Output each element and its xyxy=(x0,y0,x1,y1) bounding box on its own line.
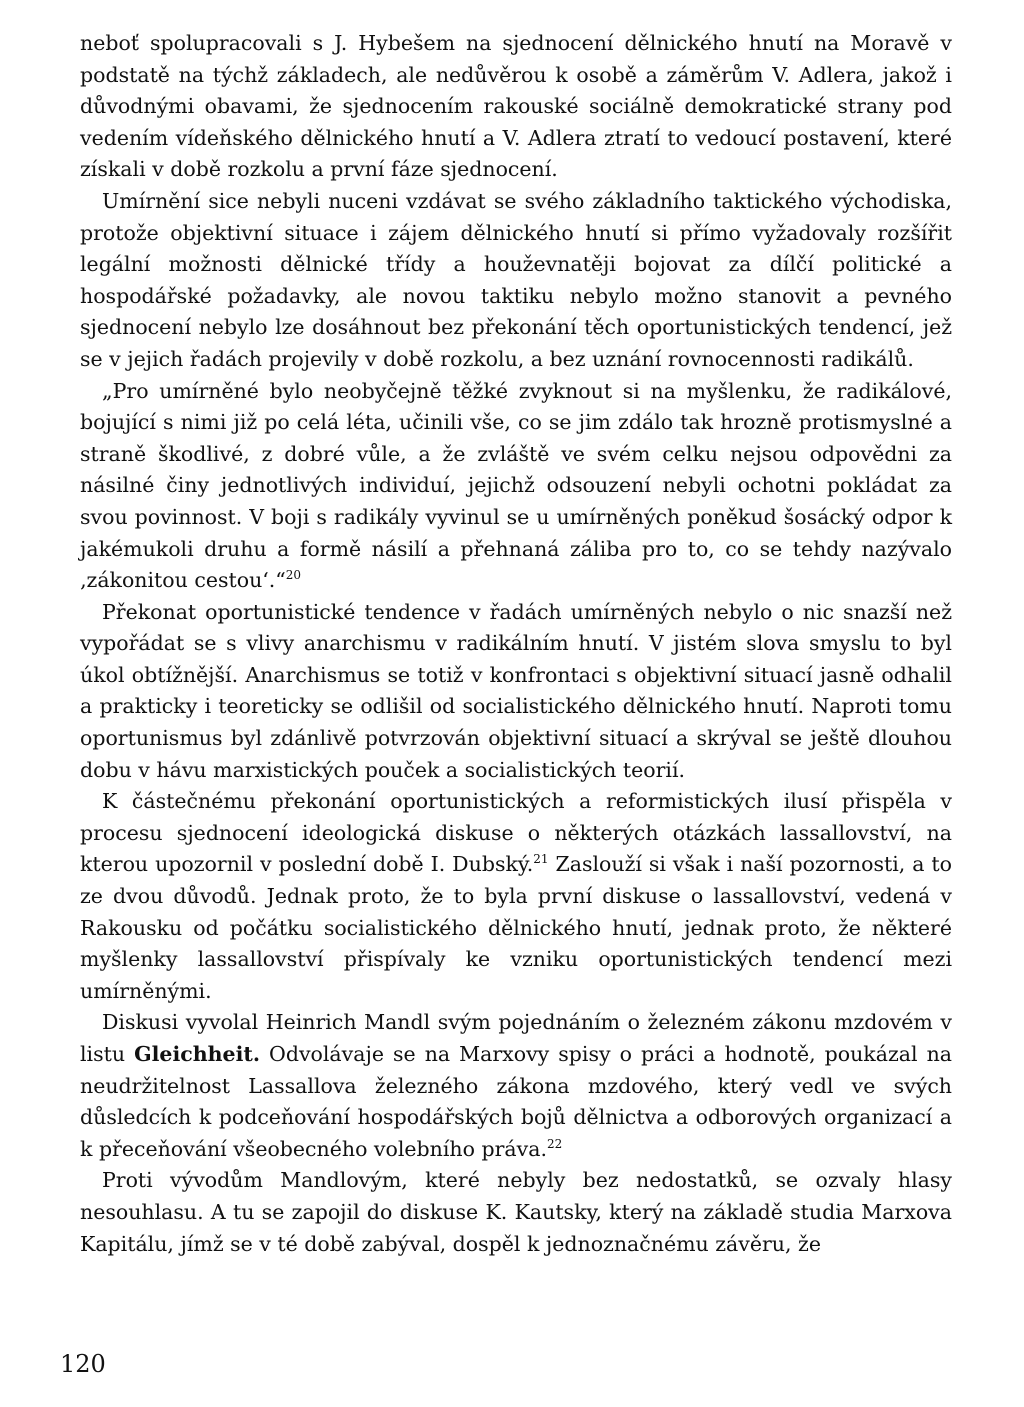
paragraph-6-text-a: Diskusi vyvolal Heinrich Mandl svým pojednáním o železném zákonu mzdovém v listu xyxy=(80,1010,952,1066)
paragraph-2: Umírnění sice nebyli nuceni vzdávat se svého základního taktického východiska, protože objektivní situace i zájem dělnického hnutí si přímo vyžadovaly rozšířit legální možnosti dělnické třídy a houževnatěji bojovat za dílčí politické a hospodářské požadavky, ale novou taktiku nebylo možno stanovit a pevného sjednocení nebylo lze dosáhnout bez překonání těch oportunistických tendencí, jež se v jejich řadách projevily v době rozkolu, a bez uznání rovnocennosti radikálů. xyxy=(80,188,952,371)
paragraph-6-text-b: Odvolávaje se na Marxovy spisy o práci a hodnotě, poukázal na neudržitelnost Lassallova železného zákona mzdového, který vedl ve svých důsledcích k podceňování hospodářských bojů dělnictva a odborových organizací a k přeceňování všeobecného volebního práva. xyxy=(80,1042,953,1161)
paragraph-5-text-b: Zaslouží si však i naší pozornosti, a to ze dvou důvodů. Jednak proto, že to byla první diskuse o lassallovství, vedená v Rakousku od počátku socialistického dělnického hnutí, jednak proto, že některé myšlenky lassallovství přispívaly ke vzniku oportunistických tendencí mezi umírněnými. xyxy=(80,852,952,1003)
page-body xyxy=(80,28,952,1260)
paragraph-6 xyxy=(80,1007,952,1165)
paragraph-5 xyxy=(80,786,952,1007)
footnote-ref-20: 20 xyxy=(285,568,302,583)
footnote-ref-21: 21 xyxy=(533,852,549,867)
footnote-ref-22: 22 xyxy=(546,1136,563,1151)
paragraph-3-quote xyxy=(80,376,952,597)
paragraph-5-text-a: K částečnému překonání oportunistických a reformistických ilusí přispěla v procesu sjednocení ideologická diskuse o některých otázkách lassallovství, na kterou upozornil v poslední době I. Dubský. xyxy=(80,789,952,877)
quote-text: „Pro umírněné bylo neobyčejně těžké zvyknout si na myšlenku, že radikálové, bojující s nimi již po celá léta, učinili vše, co se jim zdálo tak hrozně protismyslné a straně škodlivé, z dobré vůle, a že zvláště ve svém celku nejsou odpovědni za násilné činy jednotlivých individuí, jejichž odsouzení nebyli ochotni pokládat za svou povinnost. V boji s radikály vyvinul se u umírněných poněkud šosácký odpor k jakémukoli druhu a formě násilí a přehnaná záliba pro to, co se tehdy nazývalo ‚zákonitou cestou‘.“ xyxy=(80,378,952,593)
paragraph-7: Proti vývodům Mandlovým, které nebyly bez nedostatků, se ozvaly hlasy nesouhlasu. A tu se zapojil do diskuse K. Kautsky, který na základě studia Marxova Kapitálu, jímž se v té době zabýval, dospěl k jednoznačnému závěru, že xyxy=(80,1168,952,1256)
newspaper-title: Gleichheit. xyxy=(134,1042,260,1066)
paragraph-1: neboť spolupracovali s J. Hybešem na sjednocení dělnického hnutí na Moravě v podstatě na týchž základech, ale nedůvěrou k osobě a záměrům V. Adlera, jakož i důvodnými obavami, že sjednocením rakouské sociálně demokratické strany pod vedením vídeňského dělnického hnutí a V. Adlera ztratí to vedoucí postavení, které získali v době rozkolu a první fáze sjednocení. xyxy=(80,31,952,182)
page-number: 120 xyxy=(60,1350,106,1378)
paragraph-4: Překonat oportunistické tendence v řadách umírněných nebylo o nic snazší než vypořádat se s vlivy anarchismu v radikálním hnutí. V jistém slova smyslu to byl úkol obtížnější. Anarchismus se totiž v konfrontaci s objektivní situací jasně odhalil a prakticky i teoreticky se odlišil od socialistického dělnického hnutí. Naproti tomu oportunismus byl zdánlivě potvrzován objektivní situací a skrýval se ještě dlouhou dobu v hávu marxistických pouček a socialistických teorií. xyxy=(80,599,952,782)
